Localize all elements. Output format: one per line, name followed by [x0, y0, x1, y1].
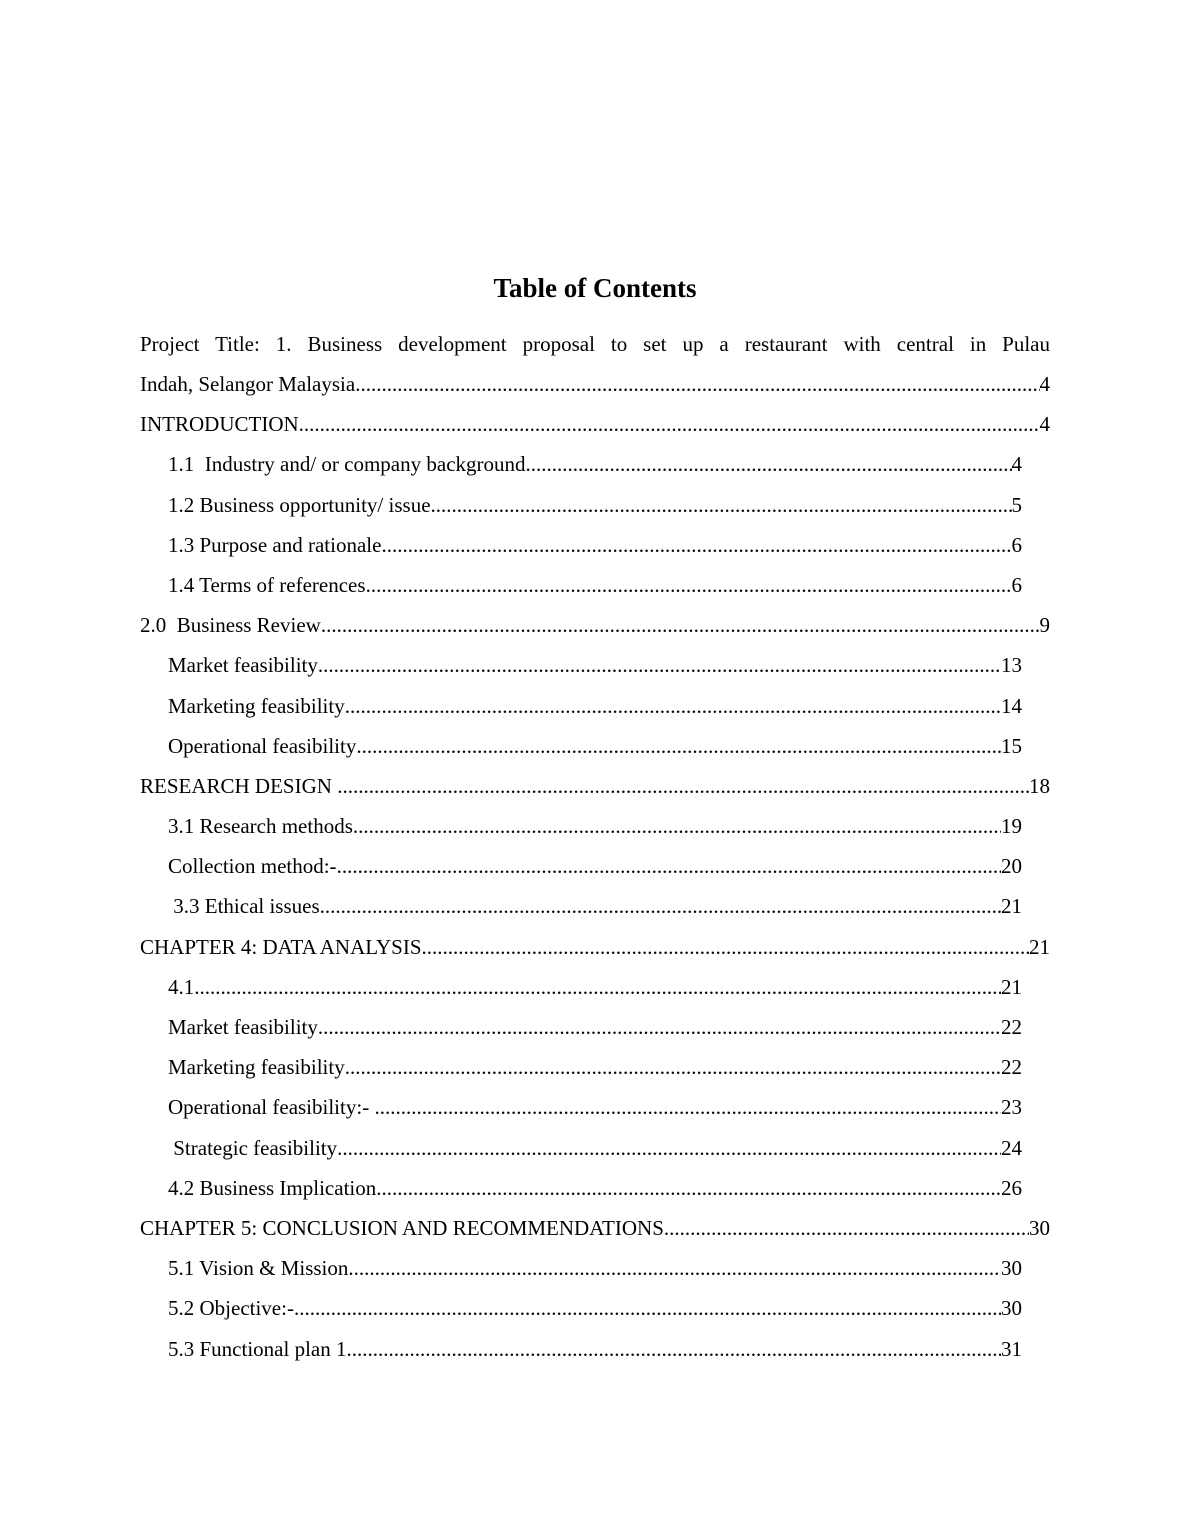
toc-entry[interactable]: [168, 686, 1022, 726]
toc-entry[interactable]: [168, 1248, 1022, 1288]
toc-entry[interactable]: [140, 766, 1050, 806]
toc-entry[interactable]: [168, 1329, 1022, 1369]
toc-entry-label: Marketing feasibility: [168, 1055, 345, 1080]
toc-entry-page-number: 13: [1001, 653, 1022, 678]
toc-entry-label: Operational feasibility: [168, 733, 357, 758]
toc-entry-project-title-line2: [140, 364, 1050, 404]
toc-entry-page-number: 20: [1001, 854, 1022, 879]
dot-leader: [376, 1168, 1001, 1208]
toc-entry-page-number: 6: [1011, 532, 1022, 557]
dot-leader: [345, 1047, 1001, 1087]
toc-entry[interactable]: [168, 1288, 1022, 1328]
dot-leader: [526, 444, 1012, 484]
toc-entry-label: Indah, Selangor Malaysia: [140, 372, 356, 396]
dot-leader: [318, 1007, 1001, 1047]
toc-entry-label: CHAPTER 5: CONCLUSION AND RECOMMENDATIONS: [140, 1215, 664, 1240]
toc-entry[interactable]: [168, 726, 1022, 766]
toc-entry-page-number: 23: [1001, 1095, 1022, 1120]
dot-leader: [422, 927, 1029, 967]
dot-leader: [321, 605, 1040, 645]
page-title: Table of Contents: [493, 273, 697, 303]
toc-entry[interactable]: [168, 485, 1022, 525]
toc-entry-label: Market feasibility: [168, 653, 318, 678]
toc-entry-label: 5.3 Functional plan 1: [168, 1336, 347, 1361]
dot-leader: [374, 1087, 1001, 1127]
toc-entry-page-number: 26: [1001, 1175, 1022, 1200]
toc-entry-label: Marketing feasibility: [168, 693, 345, 718]
toc-entry-label: Operational feasibility:-: [168, 1095, 375, 1120]
toc-entry-page-number: 30: [1001, 1256, 1022, 1281]
toc-entry-label: 2.0 Business Review: [140, 613, 321, 638]
toc-entry[interactable]: [168, 1087, 1022, 1127]
toc-entry-label: 1.3 Purpose and rationale: [168, 532, 382, 557]
toc-entry[interactable]: [140, 1208, 1050, 1248]
toc-entry-page-number: 18: [1029, 773, 1050, 798]
toc-entry[interactable]: [168, 645, 1022, 685]
toc-entry[interactable]: [140, 927, 1050, 967]
dot-leader: [318, 645, 1001, 685]
toc-entry-page-number: 21: [1001, 894, 1022, 919]
toc-entry-label: CHAPTER 4: DATA ANALYSIS: [140, 934, 422, 959]
toc-entry[interactable]: [168, 444, 1022, 484]
toc-entry[interactable]: [140, 605, 1050, 645]
toc-entry-page-number: 4: [1039, 372, 1050, 396]
toc-entry-page-number: 15: [1001, 733, 1022, 758]
toc-entry[interactable]: [168, 806, 1022, 846]
toc-entry-label: Strategic feasibility: [168, 1135, 338, 1160]
toc-entry[interactable]: [168, 565, 1022, 605]
toc-entry-project-title[interactable]: [140, 324, 1050, 404]
toc-entry-label: 1.1 Industry and/ or company background: [168, 452, 526, 477]
dot-leader: [381, 525, 1011, 565]
toc-entry[interactable]: [140, 404, 1050, 444]
toc-entry-label: INTRODUCTION: [140, 412, 299, 437]
dot-leader: [337, 766, 1029, 806]
dot-leader: [345, 686, 1001, 726]
toc-entry[interactable]: [168, 967, 1022, 1007]
dot-leader: [320, 886, 1001, 926]
toc-entry-label-line1: Project Title: 1. Business development proposal to set up a restaurant with central in Pulau: [140, 332, 1050, 356]
dot-leader: [299, 404, 1040, 444]
dot-leader: [356, 726, 1001, 766]
dot-leader: [294, 1288, 1001, 1328]
toc-entry[interactable]: [168, 1168, 1022, 1208]
toc-entry[interactable]: [168, 1007, 1022, 1047]
table-of-contents: [140, 324, 1050, 1369]
toc-entry-label: 5.1 Vision & Mission: [168, 1256, 349, 1281]
toc-entry-label: Collection method:-: [168, 854, 337, 879]
toc-entry-label: 1.2 Business opportunity/ issue: [168, 492, 431, 517]
toc-entry-page-number: 31: [1001, 1336, 1022, 1361]
toc-entry-page-number: 21: [1029, 934, 1050, 959]
dot-leader: [346, 1329, 1001, 1369]
toc-entry[interactable]: [168, 525, 1022, 565]
toc-entry-page-number: 4: [1011, 452, 1022, 477]
toc-entry-page-number: 9: [1039, 613, 1050, 638]
toc-entry[interactable]: [168, 846, 1022, 886]
toc-entry-label: 3.1 Research methods: [168, 814, 353, 839]
toc-entry-label: Market feasibility: [168, 1015, 318, 1039]
toc-entry-page-number: 30: [1029, 1215, 1050, 1240]
toc-entry[interactable]: [168, 1047, 1022, 1087]
dot-leader: [337, 1128, 1001, 1168]
toc-entry-label: 1.4 Terms of references: [168, 572, 366, 597]
toc-entry-label: 3.3 Ethical issues: [168, 894, 320, 919]
toc-entry-page-number: 5: [1011, 492, 1022, 517]
dot-leader: [194, 967, 1001, 1007]
toc-entry-page-number: 22: [1001, 1015, 1022, 1039]
toc-entry-page-number: 4: [1039, 412, 1050, 437]
dot-leader: [366, 565, 1012, 605]
dot-leader: [431, 485, 1012, 525]
dot-leader: [337, 846, 1001, 886]
dot-leader: [348, 1248, 1001, 1288]
toc-entry-page-number: 19: [1001, 814, 1022, 839]
toc-entry-page-number: 21: [1001, 974, 1022, 999]
toc-entry-page-number: 6: [1011, 572, 1022, 597]
toc-entry[interactable]: [168, 886, 1022, 926]
dot-leader: [353, 806, 1001, 846]
dot-leader: [355, 364, 1039, 404]
toc-entry-label: RESEARCH DESIGN: [140, 773, 338, 798]
toc-entry-page-number: 30: [1001, 1296, 1022, 1321]
toc-entry[interactable]: [168, 1128, 1022, 1168]
toc-entry-label: 4.2 Business Implication: [168, 1175, 377, 1200]
toc-entry-page-number: 22: [1001, 1055, 1022, 1080]
toc-entry-label: 5.2 Objective:-: [168, 1296, 294, 1321]
dot-leader: [664, 1208, 1029, 1248]
toc-entry-page-number: 14: [1001, 693, 1022, 718]
toc-entry-page-number: 24: [1001, 1135, 1022, 1160]
toc-entry-label: 4.1: [168, 974, 195, 999]
